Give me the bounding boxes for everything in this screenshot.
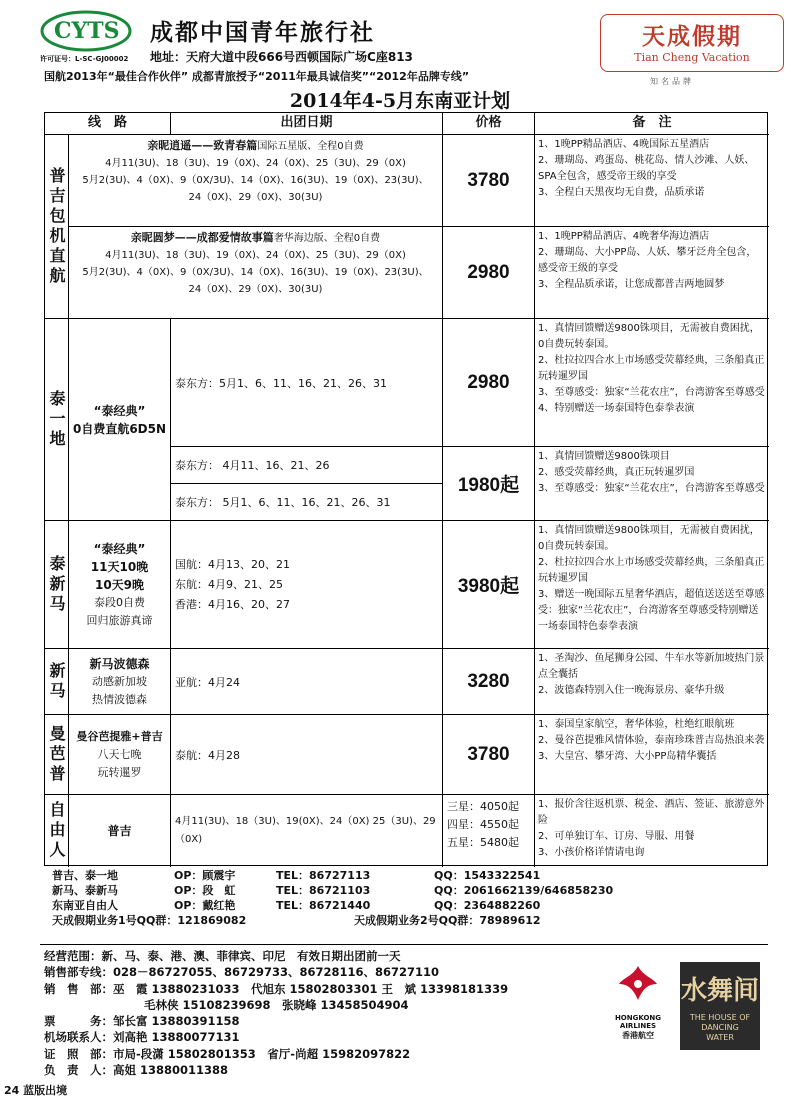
star-price: 三星：4050起 xyxy=(447,800,519,813)
route-line: 玩转暹罗 xyxy=(97,765,142,779)
note-item: 3、全程品质承诺，让您成都普吉两地圆梦 xyxy=(538,279,725,290)
bp-route xyxy=(69,715,171,795)
header-notes: 备 注 xyxy=(535,113,769,135)
tsm-route xyxy=(69,521,171,649)
note-item: 3、至尊感受：独家“兰花农庄”，台湾游客至尊感受 xyxy=(538,387,765,398)
note-item: 1、1晚PP精品酒店、4晚奢华海边酒店 xyxy=(538,231,710,242)
note-item: 2、杜拉拉四合水上市场感受荧幕经典，三条船真正玩转暹罗国 xyxy=(538,557,765,584)
phuket-pkg1-subtitle: 国际五星版、全程0自费 xyxy=(257,141,364,152)
contact-tel: TEL：86721440 xyxy=(276,899,371,912)
thailand-route xyxy=(69,319,171,521)
header-dates: 出团日期 xyxy=(171,113,443,135)
tsm-notes xyxy=(535,521,769,649)
header-route: 线 路 xyxy=(45,113,171,135)
free-route-name: 普吉 xyxy=(107,824,132,838)
note-item: 1、真情回馈赠送9800铢项目，无需被自费困扰，0自费玩转泰国。 xyxy=(538,323,760,350)
agency-honors: 国航2013年“最佳合作伙伴” 成都青旅授予“2011年最具诚信奖”“2012年品牌专线” xyxy=(44,70,470,83)
note-item: 3、小孩价格详情请电询 xyxy=(538,847,645,858)
date-line: 东航：4月9、21、25 xyxy=(175,577,283,591)
business-scope: 经营范围：新、马、泰、港、澳、菲律宾、印尼 有效日期出团前一天 xyxy=(44,949,401,963)
thailand-r1-price: 2980 xyxy=(443,319,535,447)
sales-dept-2: 毛林侠 15108239698 张晓峰 13458504904 xyxy=(144,997,409,1012)
contact-row xyxy=(44,868,768,883)
thailand-r1-dates: 泰东方：5月1、6、11、16、21、26、31 xyxy=(171,319,443,447)
cyts-logo-icon xyxy=(40,10,132,52)
free-notes xyxy=(535,795,769,867)
route-line: 11天10晚 xyxy=(90,559,149,574)
dancing-water-cn: 水舞间 xyxy=(680,976,759,1006)
phuket-pkg1-line: 4月11(3U)、18（3U)、19（0X)、24（0X)、25（3U)、29（0X) xyxy=(105,158,406,169)
license-number: 许可证号：L-SC-GJ00002 xyxy=(40,55,129,63)
contact-op: OP：段 虹 xyxy=(174,884,236,897)
header-price: 价格 xyxy=(443,113,535,135)
route-line: 10天9晚 xyxy=(94,577,145,592)
thailand-r1-notes xyxy=(535,319,769,447)
footer-info xyxy=(44,948,604,1078)
phuket-pkg1-line: 5月2(3U)、4（0X)、9（0X/3U)、14（0X)、16(3U)、19（0X)、23(3U)、 xyxy=(82,175,429,186)
qq-group-1: 天成假期业务1号QQ群：121869082 xyxy=(52,914,247,927)
thailand-route-desc: 0自费直航6D5N xyxy=(72,421,167,436)
phuket-pkg1-title: 亲昵逍遥——致青春篇 xyxy=(147,139,258,152)
person-in-charge: 负 责 人：高姐 13880011388 xyxy=(44,1063,229,1078)
ticketing: 票 务：邹长富 13880391158 xyxy=(44,1014,240,1029)
region-sing-malay: 新马 xyxy=(45,649,69,715)
header xyxy=(0,0,800,90)
contact-tel: TEL：86727113 xyxy=(276,869,371,882)
divider xyxy=(40,944,768,945)
phuket-pkg2-line: 24（0X)、29（0X)、30(3U) xyxy=(188,284,323,295)
brand-name-en: Tian Cheng Vacation xyxy=(634,51,750,64)
star-price: 五星：5480起 xyxy=(447,836,519,849)
thailand-r2-dates-a: 泰东方： 4月11、16、21、26 xyxy=(171,447,443,484)
region-free: 自由人 xyxy=(45,795,69,867)
contact-route: 普吉、泰一地 xyxy=(52,869,118,882)
note-item: 3、大皇宫、攀牙湾、大小PP岛精华囊括 xyxy=(538,751,717,762)
free-route xyxy=(69,795,171,867)
note-item: 2、曼谷芭提雅风情体验，泰南珍珠普吉岛热浪来袭 xyxy=(538,735,765,746)
free-dates: 4月11(3U)、18（3U)、19(0X)、24（0X) 25（3U)、29（0X) xyxy=(171,795,443,867)
visa-dept: 证 照 部：市局-段潇 15802801353 省厅-尚超 15982097822 xyxy=(44,1046,411,1061)
thailand-r2-dates-b: 泰东方： 5月1、6、11、16、21、26、31 xyxy=(171,484,443,521)
region-thailand: 泰一地 xyxy=(45,319,69,521)
contact-qq: QQ：1543322541 xyxy=(434,869,541,882)
phuket-pkg1-line: 24（0X)、29（0X)、30(3U) xyxy=(188,192,323,203)
note-item: 1、真情回馈赠送9800铢项目，无需被自费困扰，0自费玩转泰国。 xyxy=(538,525,760,552)
note-item: 2、波德森特别入住一晚海景房、豪华升级 xyxy=(538,685,725,696)
contact-qq: QQ：2364882260 xyxy=(434,899,541,912)
sales-line: 销售部专线：028－86727055、86729733、86728116、86727110 xyxy=(44,965,440,980)
agency-address: 地址：天府大道中段666号西顿国际广场C座813 xyxy=(150,50,413,64)
page-number: 24 蓝版出境 xyxy=(4,1084,68,1097)
star-price: 四星：4550起 xyxy=(447,818,519,831)
contacts xyxy=(44,868,768,928)
tsm-dates xyxy=(171,521,443,649)
phuket-pkg2-notes xyxy=(535,227,769,319)
phuket-pkg2-dates xyxy=(69,227,443,319)
contact-qq: QQ：2061662139/646858230 xyxy=(434,884,614,897)
dancing-water-en-2: DANCING xyxy=(701,1023,739,1032)
hongkong-airlines-icon xyxy=(613,960,663,1010)
thailand-route-name: “泰经典” xyxy=(93,403,146,418)
route-line: 回归旅游真谛 xyxy=(86,613,153,627)
sm-price: 3280 xyxy=(443,649,535,715)
contact-op: OP：顾震宇 xyxy=(174,869,236,882)
phuket-pkg1-price: 3780 xyxy=(443,135,535,227)
note-item: 2、可单独订车、订房、导服、用餐 xyxy=(538,831,695,842)
agency-name: 成都中国青年旅行社 xyxy=(150,20,375,46)
thailand-r2-price: 1980起 xyxy=(443,447,535,521)
phuket-pkg2-line: 5月2(3U)、4（0X)、9（0X/3U)、14（0X)、16(3U)、19（0X)、23(3U)、 xyxy=(82,267,429,278)
note-item: 2、杜拉拉四合水上市场感受荧幕经典，三条船真正玩转暹罗国 xyxy=(538,355,765,382)
note-item: 1、1晚PP精品酒店、4晚国际五星酒店 xyxy=(538,139,710,150)
region-phuket: 普吉包机直航 xyxy=(45,135,69,319)
tsm-price: 3980起 xyxy=(443,521,535,649)
contact-tel: TEL：86721103 xyxy=(276,884,371,897)
phuket-pkg2-subtitle: 奢华海边版、全程0自费 xyxy=(273,233,381,244)
free-star-prices xyxy=(443,795,535,867)
dancing-water-logo xyxy=(680,962,760,1050)
hk-airlines-cn: 香港航空 xyxy=(622,1031,654,1040)
note-item: 4、特别赠送一场泰国特色泰拳表演 xyxy=(538,403,695,414)
phuket-pkg2-title: 亲昵圆梦——成都爱情故事篇 xyxy=(130,231,274,244)
plan-title: 2014年4-5月东南亚计划 xyxy=(289,90,511,112)
contact-route: 新马、泰新马 xyxy=(52,884,118,897)
bp-price: 3780 xyxy=(443,715,535,795)
phuket-pkg2-price: 2980 xyxy=(443,227,535,319)
bp-dates: 泰航：4月28 xyxy=(171,715,443,795)
note-item: 1、报价含往返机票、税金、酒店、签证、旅游意外险 xyxy=(538,799,765,826)
route-line: 新马波德森 xyxy=(89,656,150,671)
brand-logo xyxy=(600,14,784,72)
contact-row xyxy=(44,883,768,898)
itinerary-table xyxy=(44,112,768,866)
date-line: 香港：4月16、20、27 xyxy=(175,597,290,611)
hk-airlines-en: HONGKONG AIRLINES xyxy=(614,1014,662,1030)
sm-route xyxy=(69,649,171,715)
note-item: 2、珊瑚岛、大小PP岛、人妖、攀牙泛舟全包含，感受帝王级的享受 xyxy=(538,247,757,274)
dancing-water-en-3: WATER xyxy=(706,1033,734,1042)
dancing-water-en-1: THE HOUSE OF xyxy=(689,1013,751,1022)
contact-route: 东南亚自由人 xyxy=(52,899,118,912)
date-line: 国航：4月13、20、21 xyxy=(175,557,290,571)
contact-op: OP：戴红艳 xyxy=(174,899,236,912)
sm-notes xyxy=(535,649,769,715)
sales-dept: 销 售 部：巫 霞 13880231033 代旭东 15802803301 王 斌 13398181339 xyxy=(44,981,509,996)
note-item: 3、赠送一晚国际五星奢华酒店，超值送送送至尊感受：独家“兰花农庄”，台湾游客至尊感受特别赠送一场泰国特色泰拳表演 xyxy=(538,589,765,632)
dancing-water-en xyxy=(680,1013,760,1043)
note-item: 2、珊瑚岛、鸡蛋岛、桃花岛、情人沙滩、人妖、SPA全包含，感受帝王级的享受 xyxy=(538,155,755,182)
note-item: 3、至尊感受：独家“兰花农庄”，台湾游客至尊感受 xyxy=(538,483,765,494)
route-line: “泰经典” xyxy=(93,541,146,556)
region-thai-sing-malay: 泰新马 xyxy=(45,521,69,649)
svg-text:CYTS: CYTS xyxy=(54,18,120,44)
route-line: 热情波德森 xyxy=(92,692,147,706)
brand-name-cn: 天成假期 xyxy=(642,24,742,50)
note-item: 1、泰国皇家航空，奢华体验，杜绝红眼航班 xyxy=(538,719,735,730)
note-item: 1、真情回馈赠送9800铢项目 xyxy=(538,451,670,462)
route-line: 八天七晚 xyxy=(97,747,142,761)
phuket-pkg1-notes xyxy=(535,135,769,227)
note-item: 1、圣淘沙、鱼尾狮身公园、牛车水等新加坡热门景点全囊括 xyxy=(538,653,765,680)
airport-contact: 机场联系人：刘高艳 13880077131 xyxy=(44,1030,240,1045)
qq-groups xyxy=(44,913,768,928)
qq-group-2: 天成假期业务2号QQ群：78989612 xyxy=(354,914,541,927)
note-item: 2、感受荧幕经典，真正玩转暹罗国 xyxy=(538,467,695,478)
phuket-pkg1-dates xyxy=(69,135,443,227)
thailand-r2-notes xyxy=(535,447,769,521)
region-bkk-phuket: 曼芭普 xyxy=(45,715,69,795)
bp-notes xyxy=(535,715,769,795)
brand-tag: 知名品牌 xyxy=(650,77,694,86)
route-line: 动感新加坡 xyxy=(92,674,147,688)
hongkong-airlines-logo xyxy=(600,960,676,1041)
contact-row xyxy=(44,898,768,913)
phuket-pkg2-line: 4月11(3U)、18（3U)、19（0X)、24（0X)、25（3U)、29（0X) xyxy=(105,250,406,261)
note-item: 3、全程白天黑夜均无自费，品质承诺 xyxy=(538,187,705,198)
sm-dates: 亚航：4月24 xyxy=(171,649,443,715)
route-line: 曼谷芭提雅+普吉 xyxy=(76,729,163,743)
route-line: 泰段0自费 xyxy=(94,595,145,609)
